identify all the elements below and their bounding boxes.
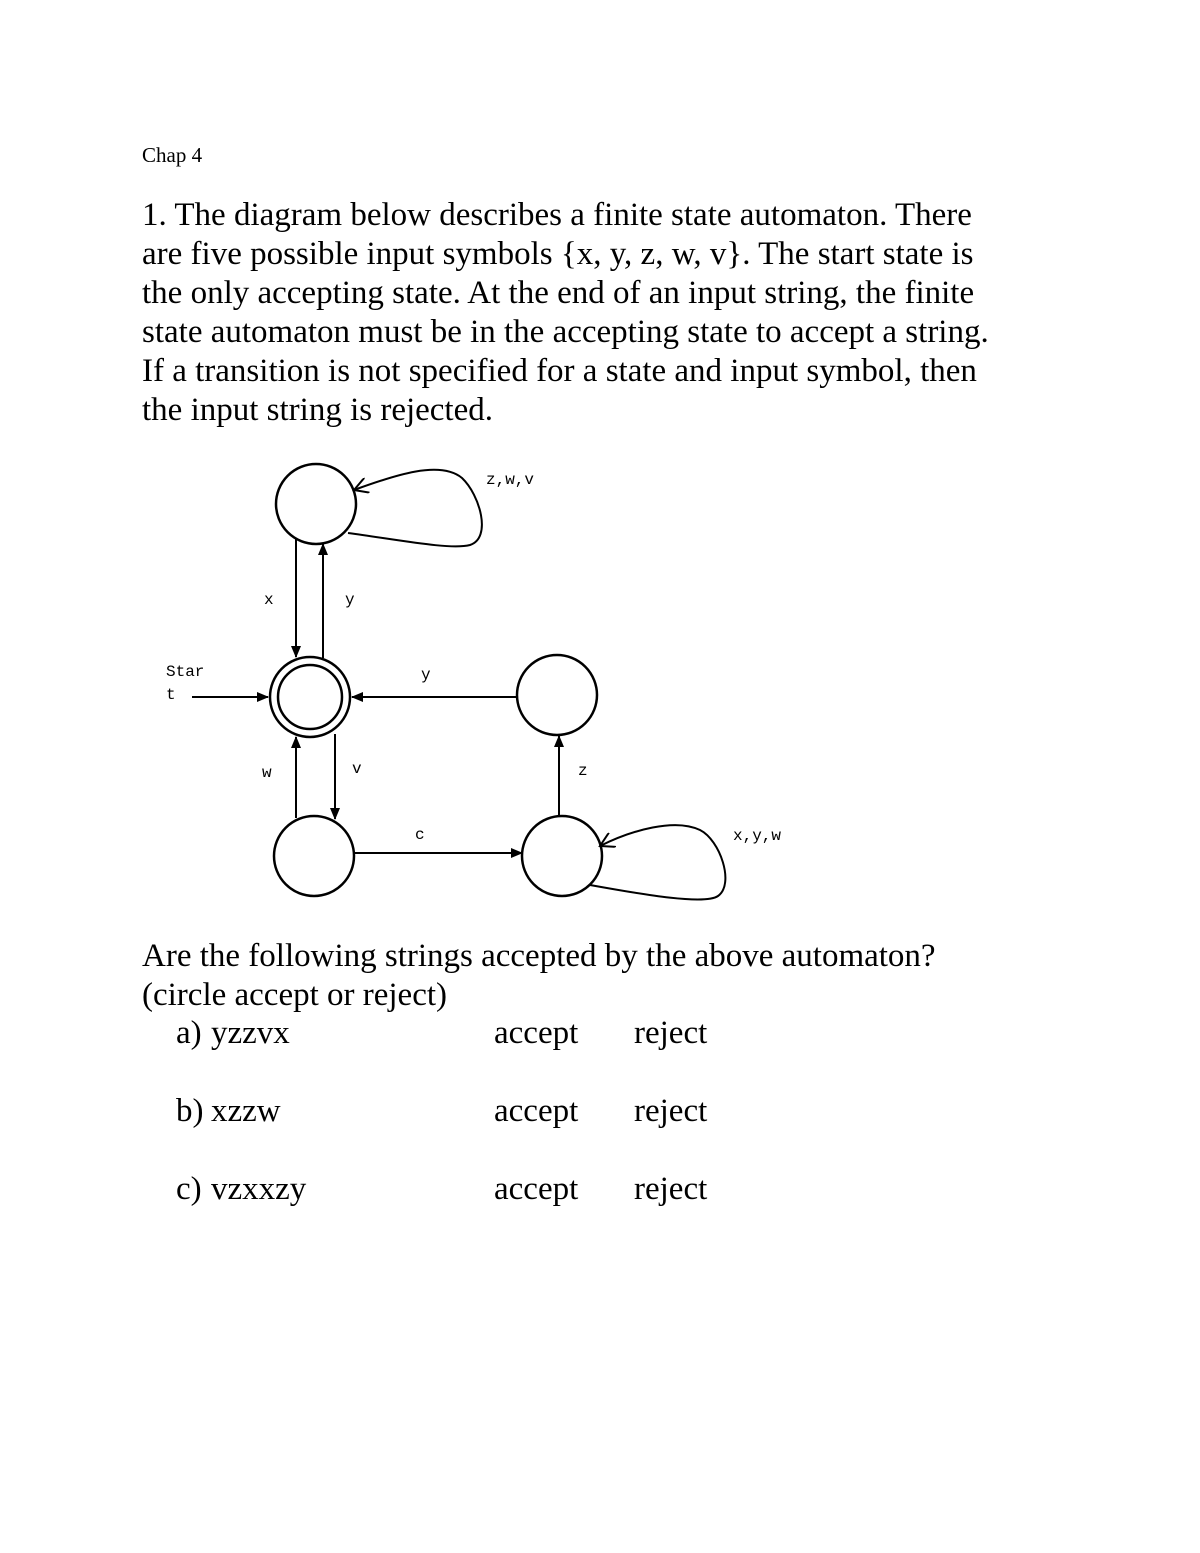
accept-option[interactable]: accept xyxy=(494,1015,579,1051)
edge-y-left-label: y xyxy=(421,666,431,684)
edge-v-label: v xyxy=(352,760,362,778)
answer-letter: b) xyxy=(176,1093,204,1129)
answer-string: yzzvx xyxy=(211,1015,290,1051)
state-bottom-left xyxy=(274,816,354,896)
reject-option[interactable]: reject xyxy=(634,1093,708,1129)
reject-option[interactable]: reject xyxy=(634,1015,708,1051)
edge-y-up-label: y xyxy=(345,591,355,609)
state-start-accepting-inner xyxy=(278,665,342,729)
state-right xyxy=(517,655,597,735)
accept-option[interactable]: accept xyxy=(494,1171,579,1207)
answer-string: vzxxzy xyxy=(211,1171,307,1207)
chapter-heading: Chap 4 xyxy=(142,143,203,167)
question-line: the only accepting state. At the end of an input string, the finite xyxy=(142,275,975,311)
bottom-right-self-loop xyxy=(590,825,725,899)
question-line: If a transition is not specified for a state and input symbol, then xyxy=(142,353,977,389)
edge-z-label: z xyxy=(578,762,588,780)
state-start-accepting-outer xyxy=(270,657,350,737)
question-text xyxy=(142,196,1072,430)
edge-w-label: w xyxy=(262,764,272,782)
edge-x-label: x xyxy=(264,591,274,609)
question-line: 1. The diagram below describes a finite state automaton. There xyxy=(142,197,972,233)
accept-option[interactable]: accept xyxy=(494,1093,579,1129)
question-line: are five possible input symbols {x, y, z, w, v}. The start state is xyxy=(142,236,974,272)
question-line: the input string is rejected. xyxy=(142,392,493,428)
start-label: Star xyxy=(166,663,205,681)
top-self-loop xyxy=(348,470,482,547)
answer-letter: c) xyxy=(176,1171,202,1207)
answer-letter: a) xyxy=(176,1015,202,1051)
start-label: t xyxy=(166,686,176,704)
answer-string: xzzw xyxy=(211,1093,281,1129)
top-loop-label: z,w,v xyxy=(486,471,535,489)
state-bottom-right xyxy=(522,816,602,896)
edge-c-label: c xyxy=(415,826,425,844)
prompt-text xyxy=(142,937,936,1015)
question-line: state automaton must be in the accepting state to accept a string. xyxy=(142,314,989,350)
prompt-line: Are the following strings accepted by the above automaton? xyxy=(142,938,936,974)
state-top xyxy=(276,464,356,544)
reject-option[interactable]: reject xyxy=(634,1171,708,1207)
prompt-line: (circle accept or reject) xyxy=(142,977,448,1013)
bottom-loop-label: x,y,w xyxy=(733,827,782,845)
